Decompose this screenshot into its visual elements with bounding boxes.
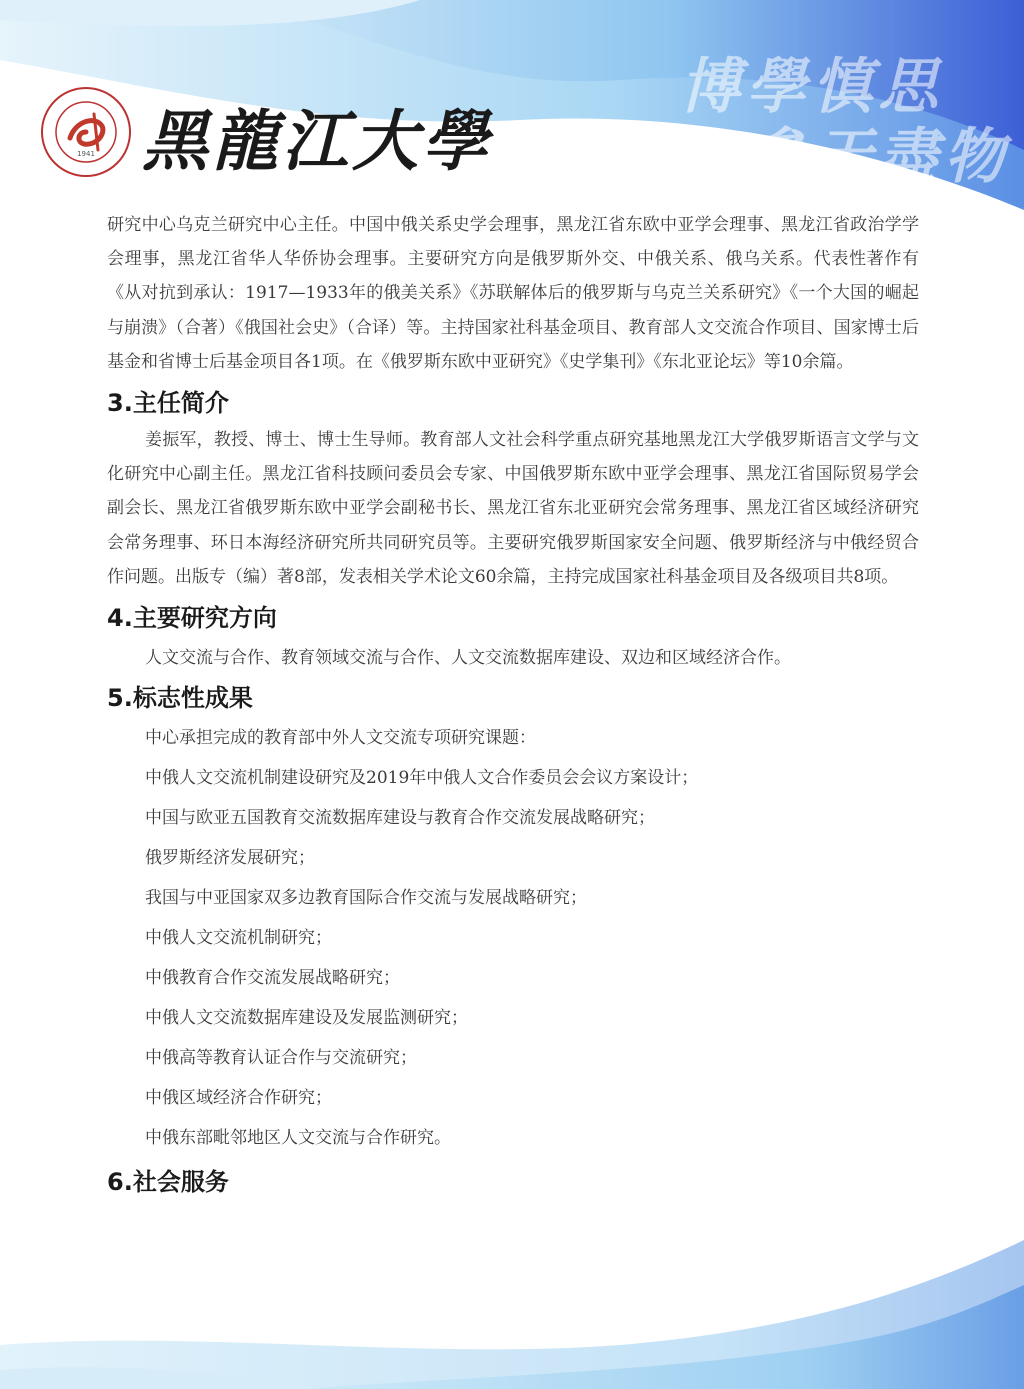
list-item: 中俄人文交流数据库建设及发展监测研究； bbox=[145, 1008, 468, 1029]
section-3-heading: 3.主任简介 bbox=[107, 389, 229, 418]
intro-paragraph: 研究中心乌克兰研究中心主任。中国中俄关系史学会理事，黑龙江省东欧中亚学会理事、黑龙江省政治学学会理事，黑龙江省华人华侨协会理事。主要研究方向是俄罗斯外交、中俄关系、俄乌关系。代表性著作有《从对抗到承认：1917—1933年的俄美关系》《苏联解体后的俄罗斯与乌克兰关系研究》《一个大国的崛起与崩溃》（合著）《俄国社会史》（合译）等。主持国家社科基金项目、教育部人文交流合作项目、国家博士后基金和省博士后基金项目各1项。在《俄罗斯东欧中亚研究》《史学集刊》《东北亚论坛》等10余篇。 bbox=[107, 215, 919, 372]
list-item: 中俄人文交流机制研究； bbox=[145, 928, 332, 949]
section-3-body: 姜振军，教授、博士、博士生导师。教育部人文社会科学重点研究基地黑龙江大学俄罗斯语言文学与文化研究中心副主任。黑龙江省科技顾问委员会专家、中国俄罗斯东欧中亚学会理事、黑龙江省国际贸易学会副会长、黑龙江省俄罗斯东欧中亚学会副秘书长、黑龙江省东北亚研究会常务理事、黑龙江省区域经济研究会常务理事、环日本海经济研究所共同研究员等。主要研究俄罗斯国家安全问题、俄罗斯经济与中俄经贸合作问题。出版专（编）著8部，发表相关学术论文60余篇，主持完成国家社科基金项目及各级项目共8项。 bbox=[107, 430, 919, 587]
list-item: 中国与欧亚五国教育交流数据库建设与教育合作交流发展战略研究； bbox=[145, 808, 655, 829]
section-4-body: 人文交流与合作、教育领域交流与合作、人文交流数据库建设、双边和区域经济合作。 bbox=[145, 648, 791, 669]
section-4-heading: 4.主要研究方向 bbox=[107, 604, 277, 633]
motto-line-2: 參天盡物 bbox=[746, 122, 1010, 192]
list-item: 中俄区域经济合作研究； bbox=[145, 1088, 332, 1109]
list-item: 俄罗斯经济发展研究； bbox=[145, 848, 315, 869]
achievements-list bbox=[107, 718, 919, 1158]
motto-line-1: 博學慎思 bbox=[680, 52, 944, 122]
page-header bbox=[0, 0, 1024, 205]
section-5-heading: 5.标志性成果 bbox=[107, 684, 253, 713]
list-item: 我国与中亚国家双多边教育国际合作交流与发展战略研究； bbox=[145, 888, 587, 909]
university-seal-icon bbox=[40, 86, 132, 178]
university-name-logo: 黑龍江大學 bbox=[142, 102, 492, 180]
list-item: 中俄东部毗邻地区人文交流与合作研究。 bbox=[145, 1128, 451, 1149]
list-item: 中心承担完成的教育部中外人文交流专项研究课题： bbox=[145, 728, 536, 749]
section-6-heading: 6.社会服务 bbox=[107, 1168, 229, 1197]
document-body bbox=[107, 208, 919, 1202]
motto-watermark bbox=[680, 52, 1010, 192]
svg-text:1941: 1941 bbox=[77, 150, 95, 158]
list-item: 中俄高等教育认证合作与交流研究； bbox=[145, 1048, 417, 1069]
list-item: 中俄人文交流机制建设研究及2019年中俄人文合作委员会会议方案设计； bbox=[145, 768, 699, 789]
list-item: 中俄教育合作交流发展战略研究； bbox=[145, 968, 400, 989]
